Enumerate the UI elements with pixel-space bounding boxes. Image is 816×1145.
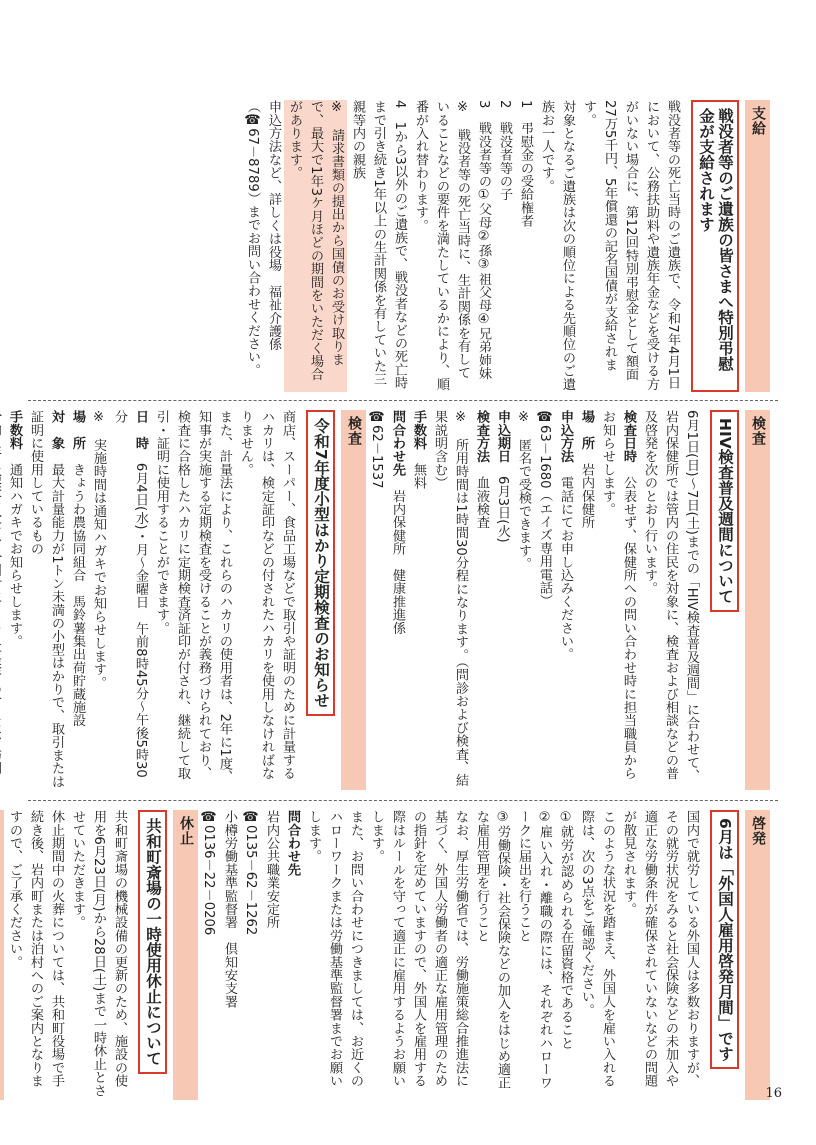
value-target: 最大計量能力が1トン未満の小型はかりで、取引または証明に使用しているもの bbox=[28, 410, 64, 789]
article-title: 共和町斎場の一時使用休止について bbox=[138, 810, 167, 1074]
tag-label: 啓発 bbox=[745, 810, 770, 1100]
section-divider-top bbox=[28, 400, 778, 401]
note: ※ 所用時間は1時間30分程になります。（問診および検査、結果説明含む） bbox=[432, 410, 468, 787]
article-title: HIV検査普及週間について bbox=[710, 410, 739, 612]
paragraph bbox=[0, 410, 4, 790]
note: ※ 実施時間は通知ハガキでお知らせします。 bbox=[91, 410, 106, 689]
tag-label: 検査 bbox=[341, 410, 366, 790]
tag-label: 休止 bbox=[173, 810, 198, 1100]
paragraph: また、お問い合わせにつきましては、お近くのハローワークまたは労働基準監督署までお願いします。 bbox=[306, 810, 363, 1088]
contact-office: 小樽労働基準監督署 倶知安支署 bbox=[222, 810, 237, 1008]
list-item: 4 1から3以外のご遺族で、戦没者などの死亡時まで引き続き1年以上の生計関係を有していた三親等内の親族 bbox=[350, 100, 407, 390]
list-item: ②雇い入れ・離職の際には、それぞれハローワークに届出を行うこと bbox=[516, 810, 552, 1089]
label-test-date: 検査日時 bbox=[621, 410, 636, 463]
value-test-date: 公表せず、保健所への問い合わせ時に担当職員からお知らせします。 bbox=[600, 410, 636, 780]
paragraph: 対象となるご遺族は次の順位による先順位のご遺族お一人です。 bbox=[539, 100, 575, 391]
label-place: 場 所 bbox=[70, 410, 85, 450]
value-fee: 無料 bbox=[411, 462, 426, 490]
section-divider-bottom bbox=[28, 800, 778, 801]
value-place: きょうわ農協同組合 馬鈴薯集出荷貯蔵施設 bbox=[70, 462, 85, 727]
list-item: 3 戦没者等の①父母②孫③祖父母④兄弟姉妹 bbox=[476, 100, 491, 380]
tag-label: 検査 bbox=[745, 410, 770, 790]
label-place: 場 所 bbox=[579, 410, 594, 450]
page-number: 16 bbox=[765, 1086, 782, 1101]
label-day: 日 時 bbox=[133, 410, 148, 450]
paragraph: なお、厚生労働省では、労働施策総合推進法に基づく、外国人労働者の適正な雇用管理のための指針を定めていますので、外国人を雇用する際はルールを守って適正に雇用するようお願いします。 bbox=[369, 810, 468, 1088]
tag-label: 支給 bbox=[745, 100, 770, 392]
note: ※ 匿名で受検できます。 bbox=[516, 410, 531, 571]
phone-number: ☎0135－62－1262 bbox=[243, 810, 258, 936]
paragraph: 共和町斎場の機械設備の更新のため、施設の使用を6月23日(月)から28日(土)まで一時休止とさせていただきます。 bbox=[70, 810, 127, 1097]
value-fee: 通知ハガキでお知らせします。 bbox=[7, 462, 22, 648]
label-apply: 申込方法 bbox=[558, 410, 573, 463]
phone-number: ☎62－1537 bbox=[369, 410, 384, 489]
value-contact: 岩内保健所 健康推進係 bbox=[390, 489, 405, 635]
paragraph: 6月1日(日)～7日(土)までの「HIV検査普及週間」に合わせて、岩内保健所では管内の住民を対象に、検査および相談などの普及啓発を次のとおり行います。 bbox=[642, 410, 699, 783]
label-fee: 手数料 bbox=[7, 410, 22, 450]
article-foreign-employment bbox=[7, 810, 770, 1100]
list-item: 1 弔慰金の受給権者 bbox=[518, 100, 533, 228]
label-contact: 問合わせ先 bbox=[285, 810, 300, 876]
article-hiv-testing bbox=[7, 410, 770, 790]
label-fee: 手数料 bbox=[411, 410, 426, 450]
list-item: ①就労が認められる在留資格であること bbox=[558, 810, 573, 1050]
article-memorial-benefit bbox=[28, 100, 770, 392]
article-title: 6月は「外国人雇用啓発月間」です bbox=[710, 810, 739, 1069]
list-note: ※ 戦没者等の死亡当時に、生計関係を有していることなどの要件を満たしているかにより、順番が入れ替わります。 bbox=[413, 100, 470, 391]
list-item: 2 戦没者等の子 bbox=[497, 100, 512, 201]
phone-number: ☎0136－22－0206 bbox=[201, 810, 216, 936]
value-day: 6月4日(水)・月～金曜日 午前8時45分～午後5時30分 bbox=[112, 410, 148, 778]
label-target: 対 象 bbox=[49, 410, 64, 450]
paragraph: 休止期間中の火葬については、共和町役場で手続き後、岩内町または泊村へのご案内となりますので、ご了承ください。 bbox=[7, 810, 64, 1088]
paragraph: 国内で就労している外国人は多数おりますが、その就労状況をみると社会保険などの未加入や適正な労働条件が確保されていないなどの問題が散見されます。 bbox=[621, 810, 699, 1088]
contact-office: 岩内公共職業安定所 bbox=[264, 810, 279, 929]
label-method: 検査方法 bbox=[474, 410, 489, 463]
paragraph: 戦没者等の死亡当時のご遺族で、令和7年4月1日において、公務扶助料や遺族年金などを受ける方がいない場合に、第12回特別弔慰金として額面27万5千円、5年償還の記名国債が支給されます。 bbox=[581, 100, 680, 391]
list-item: ③労働保険・社会保険などの加入をはじめ適正な雇用管理を行うこと bbox=[474, 810, 510, 1089]
phone-number: ☎63－1680（エイズ専用電話） bbox=[537, 410, 552, 608]
paragraph: また、計量法により、これらのハカリの使用者は、2年に1度、知事が実施する定期検査を受けることが義務づけられており、検査に合格したハカリに定期検査済証印が付され、継続して取引・証明に使用することができます。 bbox=[154, 410, 232, 784]
value-apply: 電話にてお申し込みください。 bbox=[558, 476, 573, 661]
paragraph: 商店、スーパー、食品工場などで取引や証明のために計量するハカリは、検定証印などの付されたハカリを使用しなければなりません。 bbox=[238, 410, 295, 780]
label-deadline: 申込期日 bbox=[495, 410, 510, 463]
label-contact: 問合わせ先 bbox=[390, 410, 405, 476]
contact-info: 申込方法など、詳しくは役場 福祉介護係（☎67－8789）までお問い合わせください。 bbox=[245, 100, 281, 377]
highlight-note: ※ 請求書類の提出から国債のお受け取りまで、最大で1年3ケ月ほどの期間をいただく場合があります。 bbox=[284, 100, 347, 392]
value-place: 岩内保健所 bbox=[579, 462, 594, 529]
value-deadline: 6月3日(火) bbox=[495, 476, 510, 543]
paragraph: このような状況を踏まえ、外国人を雇い入れる際は、次の3点をご確認ください。 bbox=[579, 810, 615, 1088]
article-title: 戦没者等のご遺族の皆さまへ特別弔慰金が支給されます bbox=[691, 100, 739, 392]
article-title: 令和7年度小型はかり定期検査のお知らせ bbox=[306, 410, 335, 716]
value-method: 血液検査 bbox=[474, 476, 489, 529]
